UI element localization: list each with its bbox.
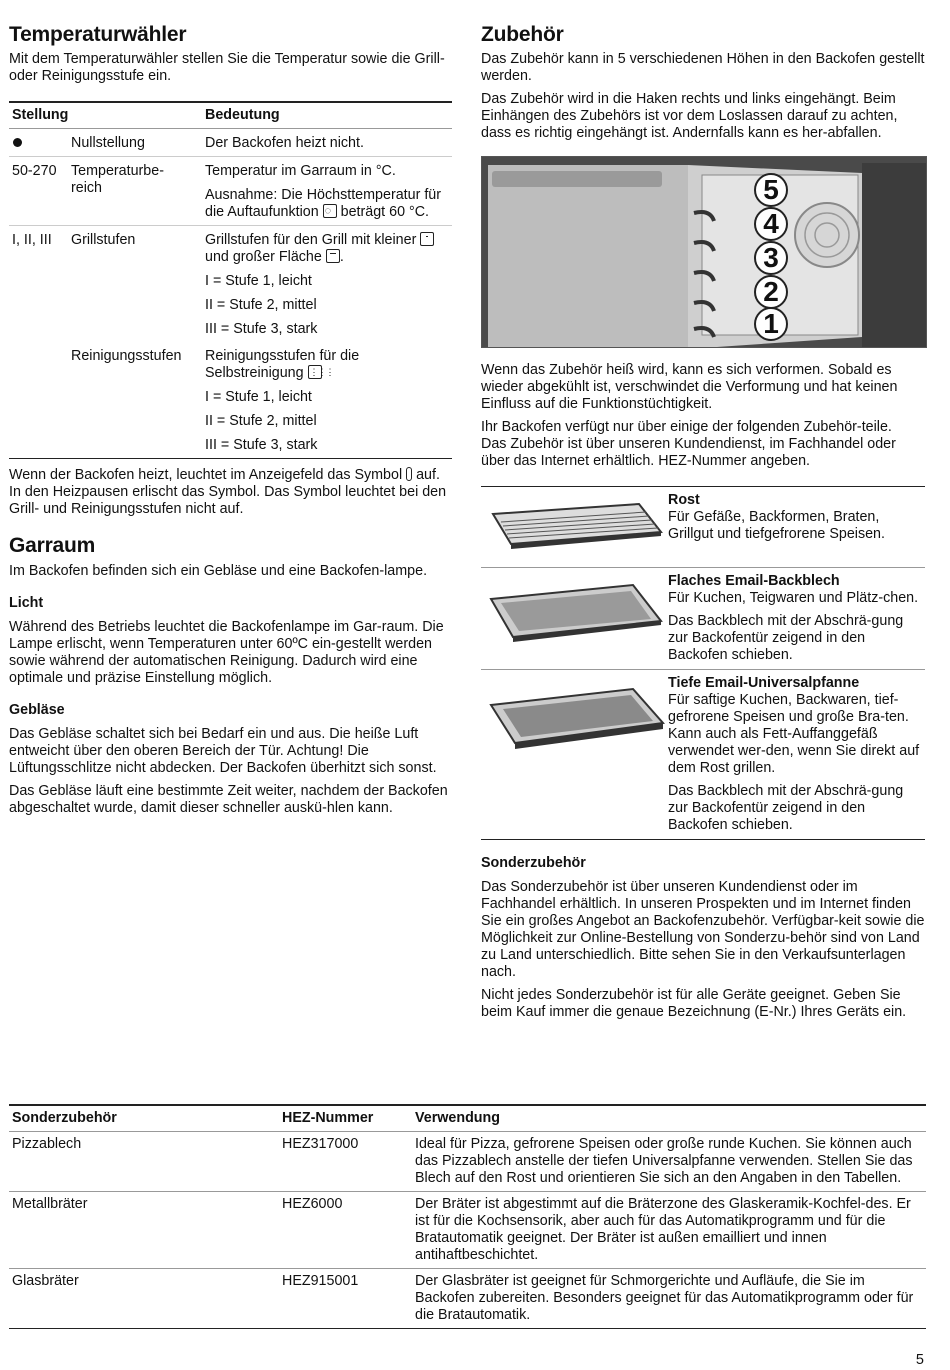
row-name: Pizzablech [12, 1136, 82, 1152]
exception-b: beträgt 60 °C. [340, 204, 430, 220]
level-badge-3: 3 [754, 241, 788, 275]
clean-level-1: I = Stufe 1, leicht [205, 389, 312, 405]
after-a: Wenn der Backofen heizt, leuchtet im Anzeigefeld das Symbol [9, 467, 403, 483]
grill-meaning-b: und großer Fläche [205, 249, 322, 265]
after-b: auf. In den Heizpausen erlischt das Symbol. Das Symbol leuchtet bei den Grill- und Reinigungsstufen nicht auf. [9, 467, 447, 517]
range-pos: 50-270 [12, 163, 57, 179]
grill-label: Grillstufen [71, 232, 136, 248]
licht-text: Während des Betriebs leuchtet die Backofenlampe im Gar-raum. Die Lampe erlischt, wenn Temperaturen unter 60ºC ein-gestellt werden sowie während der automatischen Reinigung. Dadurch wird eine optimale und präzise Einstellung möglich. [9, 619, 444, 686]
licht-title: Licht [9, 595, 44, 611]
grill-level-2: II = Stufe 2, mittel [205, 297, 317, 313]
row-temperature-range [9, 157, 452, 226]
large-grill-icon [326, 249, 340, 263]
row-name: Metallbräter [12, 1196, 88, 1212]
garraum-title: Garraum [9, 534, 96, 557]
row-name: Glasbräter [12, 1273, 79, 1289]
heating-symbol-text [9, 467, 452, 518]
small-grill-icon [420, 232, 434, 246]
rost-name: Rost [668, 492, 700, 508]
header-sonderzubehoer: Sonderzubehör [12, 1110, 117, 1126]
level-badge-4: 4 [754, 207, 788, 241]
self-cleaning-icon [308, 365, 322, 379]
accessory-table [481, 486, 925, 840]
clean-meaning-text: Reinigungsstufen für die Selbstreinigung [205, 348, 360, 381]
temp-title: Temperaturwähler [9, 23, 187, 46]
right-column [481, 22, 925, 1021]
header-hez: HEZ-Nummer [282, 1110, 374, 1126]
grill-pos: I, II, III [12, 232, 52, 248]
sonder-p2: Nicht jedes Sonderzubehör ist für alle Geräte geeignet. Geben Sie beim Kauf immer die genaue Bezeichnung (E-Nr.) Ihres Geräts ein. [481, 987, 907, 1020]
zubehoer-p1: Das Zubehör kann in 5 verschiedenen Höhen in den Backofen gestellt werden. [481, 51, 925, 84]
header-verwendung: Verwendung [415, 1110, 500, 1126]
geblaese-title: Gebläse [9, 702, 65, 718]
table-header [9, 1106, 926, 1132]
backblech-name: Flaches Email-Backblech [668, 573, 840, 589]
zubehoer-p5: Das Zubehör ist über unseren Kundendienst, im Fachhandel oder über das Internet erhältlich. HEZ-Nummer angeben. [481, 436, 896, 469]
temp-intro: Mit dem Temperaturwähler stellen Sie die Temperatur sowie die Grill- oder Reinigungsstufe ein. [9, 51, 445, 84]
grill-meaning-c: . [339, 249, 344, 265]
pfanne-note: Das Backblech mit der Abschrä-gung zur Backofentür zeigend in den Backofen schieben. [668, 783, 904, 833]
range-meaning: Temperatur im Garraum in °C. [205, 163, 396, 179]
backblech-note: Das Backblech mit der Abschrä-gung zur Backofentür zeigend in den Backofen schieben. [668, 613, 904, 663]
grill-level-1: I = Stufe 1, leicht [205, 273, 312, 289]
row-usage: Der Glasbräter ist geeignet für Schmorgerichte und Aufläufe, die Sie im Backofen zubereiten. Besonders geeignet für das Automatikprogramm oder für die Bratautomatik. [415, 1273, 914, 1323]
sonder-title: Sonderzubehör [481, 855, 586, 871]
row-usage: Ideal für Pizza, gefrorene Speisen oder große runde Kuchen. Sie können auch das Pizzablech anstelle der tiefen Universalpfanne verwenden. Stellen Sie das Blech auf den Rost und orientieren Sie sich an den Angaben in den Tabellen. [415, 1136, 913, 1186]
zubehoer-p4: Ihr Backofen verfügt nur über einige der folgenden Zubehör-teile. [481, 419, 892, 435]
grill-meaning-a: Grillstufen für den Grill mit kleiner [205, 232, 417, 248]
oven-levels-svg [482, 157, 927, 348]
row-cleaning [9, 342, 452, 458]
grill-meaning [205, 232, 452, 266]
oven-levels-illustration [481, 156, 927, 348]
zubehoer-p2: Das Zubehör wird in die Haken rechts und links eingehängt. Beim Einhängen des Zubehörs ist vor dem Loslassen darauf zu achten, dass es richtig eingehängt ist. Andernfalls kann es her-abfallen. [481, 91, 898, 141]
temperature-table [9, 101, 452, 459]
clean-meaning [205, 348, 452, 382]
level-badge-1: 1 [754, 307, 788, 341]
clean-level-2: II = Stufe 2, mittel [205, 413, 317, 429]
page-number: 5 [915, 1352, 924, 1368]
thermometer-icon [406, 467, 412, 481]
sonder-p1: Das Sonderzubehör ist über unseren Kundendienst oder im Fachhandel erhältlich. In unseren Prospekten und im Internet finden Sie ein großes Angebot an Backofenzubehör. Verfügbar-keit sowie die Möglichkeit zur Online-Bestellung von Sonderzu-behör sind von Land zu Land unterschiedlich. Bitte sehen Sie in den Verkaufsunterlagen nach. [481, 879, 925, 980]
accessory-row-rost [481, 487, 925, 568]
geblaese-text-2: Das Gebläse läuft eine bestimmte Zeit weiter, nachdem der Backofen abgeschaltet wurde, damit dieser schneller auskü-hlen kann. [9, 783, 448, 816]
header-stellung: Stellung [12, 107, 69, 123]
table-header [9, 103, 452, 129]
rost-desc: Für Gefäße, Backformen, Braten, Grillgut und tiefgefrorene Speisen. [668, 509, 885, 542]
null-label: Nullstellung [71, 135, 145, 151]
row-hez: HEZ6000 [282, 1196, 343, 1212]
exception-a: Ausnahme: Die Höchsttemperatur für die Auftaufunktion [205, 187, 442, 220]
null-meaning: Der Backofen heizt nicht. [205, 135, 364, 151]
left-column [9, 22, 452, 817]
pfanne-desc: Für saftige Kuchen, Backwaren, tief-gefrorene Speisen und große Bra-ten. Kann auch als Fett-Auffanggefäß verwendet wer-den, wenn Sie direkt auf dem Rost grillen. [668, 692, 920, 776]
range-label: Temperaturbe-reich [71, 163, 164, 196]
baking-tray-image [481, 573, 668, 643]
zubehoer-p3: Wenn das Zubehör heiß wird, kann es sich verformen. Sobald es wieder abgekühlt ist, verschwindet die Verformung und hat keinen Einfluss auf die Funktionstüchtigkeit. [481, 362, 898, 412]
row-usage: Der Bräter ist abgestimmt auf die Bräterzone des Glaskeramik-Kochfel-des. Er ist für die Kochsensorik, aber auch für das Automatikprogramm und für die Bratautomatik geeignet. Der Bräter ist außen emailliert und innen antihaftbeschichtet. [415, 1196, 911, 1263]
header-bedeutung: Bedeutung [205, 107, 280, 123]
special-accessory-table [9, 1104, 926, 1329]
row-hez: HEZ317000 [282, 1136, 359, 1152]
clean-label: Reinigungsstufen [71, 348, 182, 364]
accessory-row-backblech [481, 568, 925, 670]
clean-level-3: III = Stufe 3, stark [205, 437, 318, 453]
row-null [9, 129, 452, 157]
rack-image [481, 492, 668, 562]
accessory-row-universalpfanne [481, 670, 925, 839]
geblaese-text-1: Das Gebläse schaltet sich bei Bedarf ein und aus. Die heiße Luft entweicht über den oberen Bereich der Tür. Achtung! Die Lüftungsschlitze nicht abdecken. Der Backofen überhitzt sich sonst. [9, 726, 437, 776]
exception-text [205, 187, 452, 221]
level-badge-5: 5 [754, 173, 788, 207]
null-dot-icon [13, 138, 22, 147]
row-grill [9, 226, 452, 342]
level-badge-2: 2 [754, 275, 788, 309]
universal-pan-image [481, 675, 668, 745]
defrost-fan-icon [323, 204, 337, 218]
garraum-intro: Im Backofen befinden sich ein Gebläse und eine Backofen-lampe. [9, 563, 428, 579]
zubehoer-title: Zubehör [481, 23, 564, 46]
table-row [9, 1132, 926, 1192]
pfanne-name: Tiefe Email-Universalpfanne [668, 675, 860, 691]
row-hez: HEZ915001 [282, 1273, 359, 1289]
table-row [9, 1192, 926, 1269]
grill-level-3: III = Stufe 3, stark [205, 321, 318, 337]
backblech-desc: Für Kuchen, Teigwaren und Plätz-chen. [668, 590, 919, 606]
table-row [9, 1269, 926, 1328]
